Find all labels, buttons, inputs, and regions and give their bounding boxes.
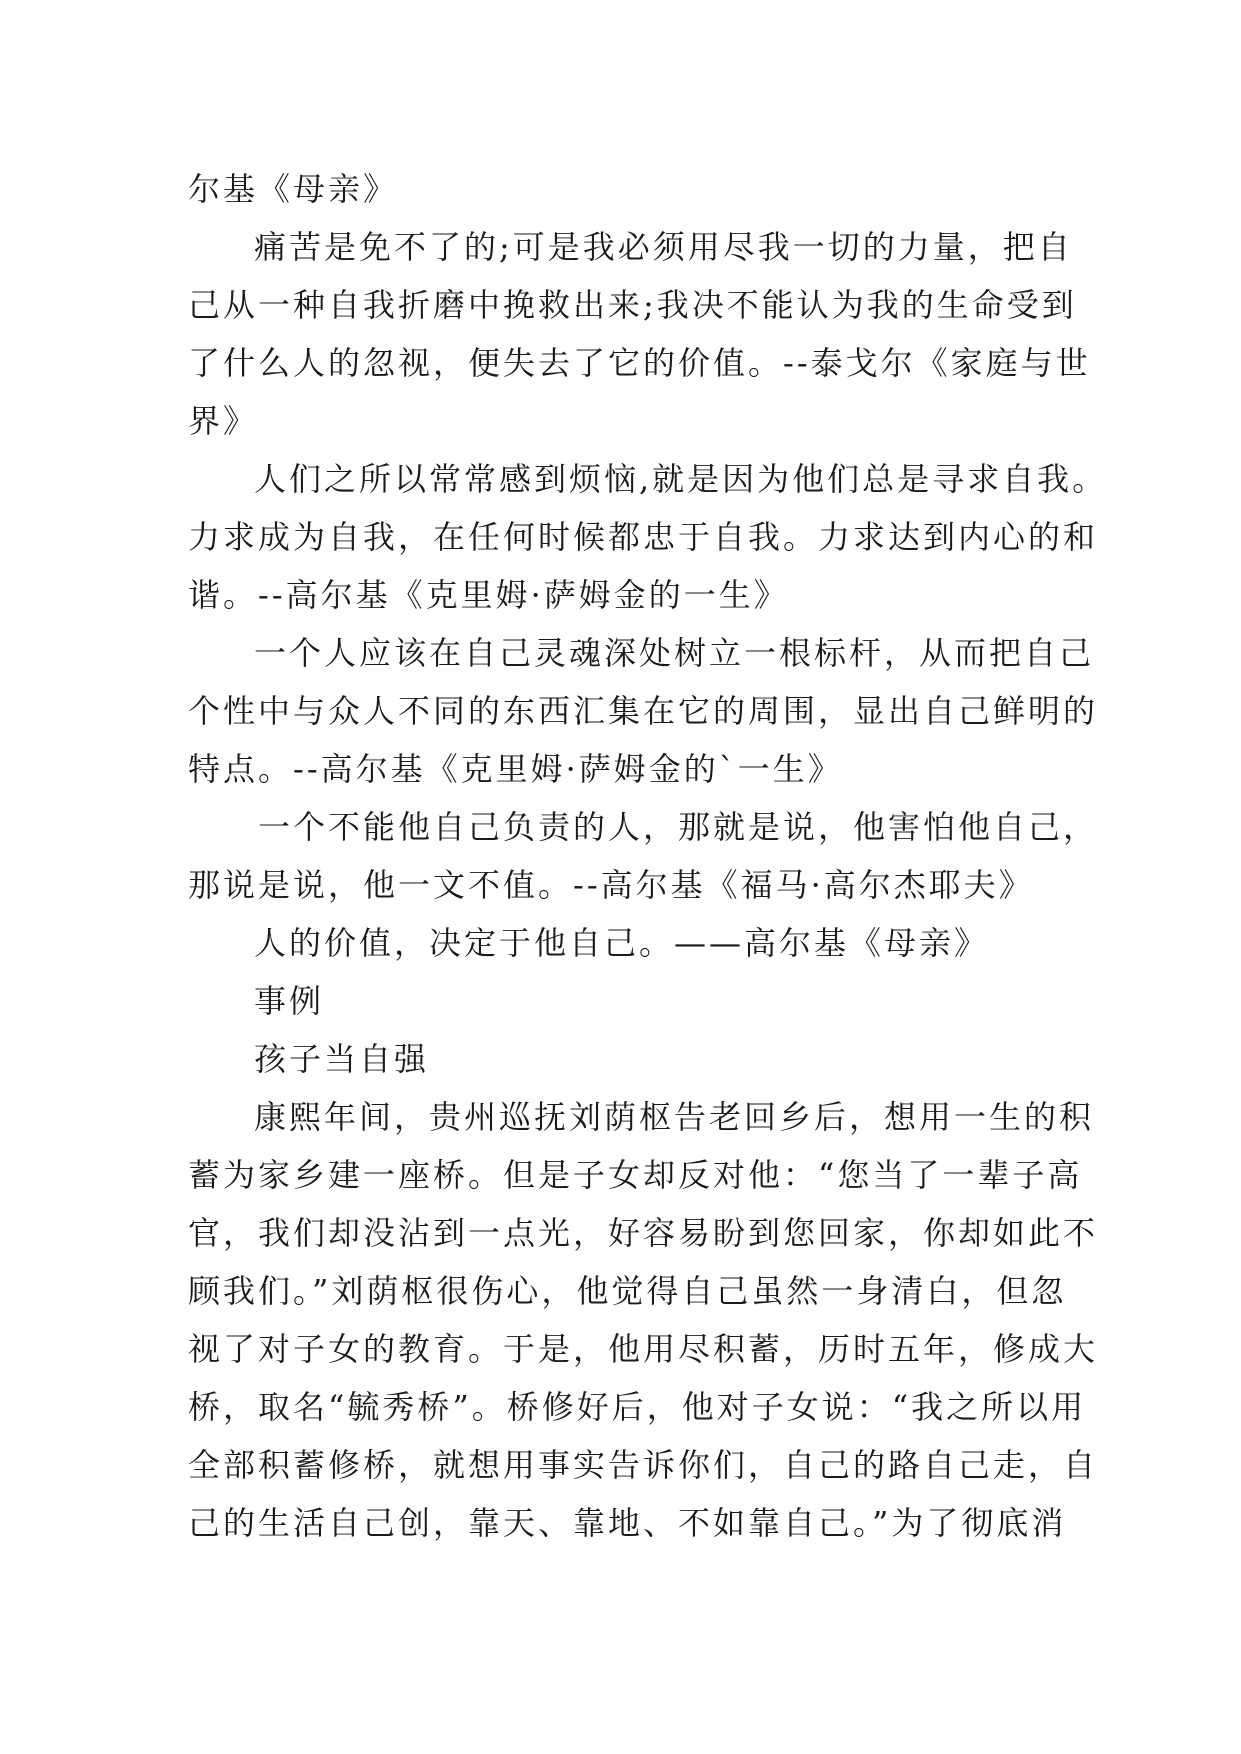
text-line: 蓄为家乡建一座桥。但是子女却反对他：“您当了一辈子高 bbox=[188, 1156, 1083, 1194]
text-line: 全部积蓄修桥，就想用事实告诉你们，自己的路自己走，自 bbox=[188, 1446, 1099, 1484]
section-heading: 事例 bbox=[254, 982, 325, 1020]
text-line: 一个不能他自己负责的人，那就是说，他害怕他自己， bbox=[258, 808, 1099, 846]
text-line: 顾我们。”刘荫枢很伤心，他觉得自己虽然一身清白，但忽 bbox=[188, 1272, 1067, 1310]
text-line: 己的生活自己创，靠天、靠地、不如靠自己。”为了彻底消 bbox=[188, 1504, 1067, 1542]
text-line: 桥，取名“毓秀桥”。桥修好后，他对子女说：“我之所以用 bbox=[188, 1388, 1087, 1426]
text-line: 己从一种自我折磨中挽救出来;我决不能认为我的生命受到 bbox=[188, 286, 1077, 324]
text-line: 了什么人的忽视，便失去了它的价值。--泰戈尔《家庭与世 bbox=[188, 344, 1091, 382]
text-line: 谐。--高尔基《克里姆·萨姆金的一生》 bbox=[188, 576, 789, 614]
text-line: 视了对子女的教育。于是，他用尽积蓄，历时五年，修成大 bbox=[188, 1330, 1099, 1368]
document-body bbox=[188, 160, 1108, 1552]
text-line: 人的价值，决定于他自己。——高尔基《母亲》 bbox=[254, 924, 990, 962]
text-line: 痛苦是免不了的;可是我必须用尽我一切的力量，把自 bbox=[254, 228, 1073, 266]
text-line: 个性中与众人不同的东西汇集在它的周围，显出自己鲜明的 bbox=[188, 692, 1099, 730]
text-line: 康熙年间，贵州巡抚刘荫枢告老回乡后，想用一生的积 bbox=[254, 1098, 1095, 1136]
text-line: 力求成为自我，在任何时候都忠于自我。力求达到内心的和 bbox=[188, 518, 1099, 556]
story-title: 孩子当自强 bbox=[254, 1040, 430, 1078]
text-line: 界》 bbox=[188, 402, 259, 440]
text-line: 官，我们却没沾到一点光，好容易盼到您回家，你却如此不 bbox=[188, 1214, 1099, 1252]
text-line: 人们之所以常常感到烦恼,就是因为他们总是寻求自我。 bbox=[254, 460, 1108, 498]
text-line: 一个人应该在自己灵魂深处树立一根标杆，从而把自己 bbox=[254, 634, 1095, 672]
text-line: 那说是说，他一文不值。--高尔基《福马·高尔杰耶夫》 bbox=[188, 866, 1034, 904]
text-line: 特点。--高尔基《克里姆·萨姆金的`一生》 bbox=[188, 750, 843, 788]
text-line: 尔基《母亲》 bbox=[188, 170, 399, 208]
